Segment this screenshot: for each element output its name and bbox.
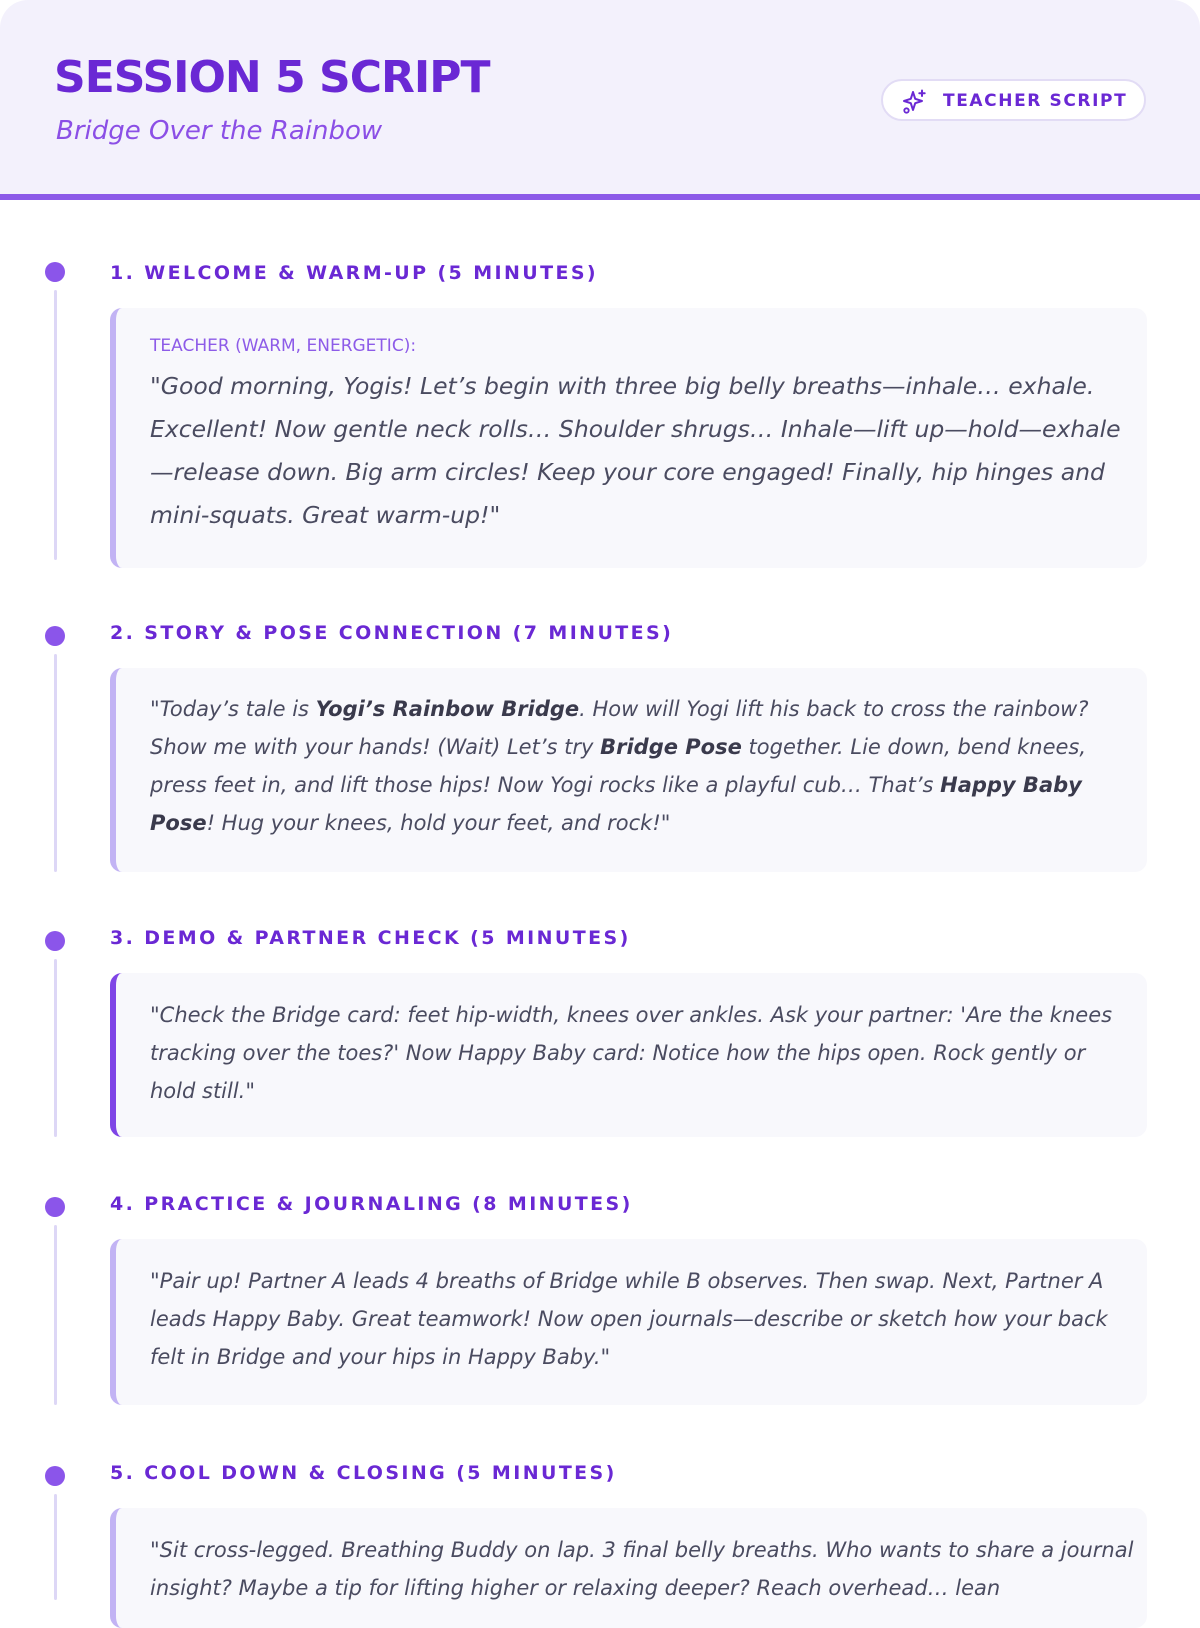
timeline-dot: [45, 262, 65, 282]
script-card: [110, 1239, 1147, 1405]
section-heading: 3. DEMO & PARTNER CHECK (5 MINUTES): [110, 927, 631, 949]
page-header: [0, 0, 1200, 200]
timeline-rail: [54, 1494, 57, 1600]
section-heading: 2. STORY & POSE CONNECTION (7 MINUTES): [110, 622, 674, 644]
timeline-dot: [45, 1197, 65, 1217]
timeline-rail: [54, 1225, 57, 1405]
pose-name-happy-baby: Happy Baby Pose: [150, 773, 1082, 835]
badge-label: TEACHER SCRIPT: [943, 91, 1128, 111]
section-heading: 5. COOL DOWN & CLOSING (5 MINUTES): [110, 1462, 617, 1484]
page-subtitle: Bridge Over the Rainbow: [56, 116, 383, 146]
page-title: SESSION 5 SCRIPT: [54, 52, 490, 103]
script-card: [110, 308, 1147, 568]
timeline-rail: [54, 959, 57, 1137]
timeline-rail: [54, 290, 57, 560]
speaker-label: TEACHER (WARM, ENERGETIC):: [150, 336, 417, 356]
timeline-dot: [45, 1466, 65, 1486]
section-heading: 1. WELCOME & WARM-UP (5 MINUTES): [110, 262, 599, 284]
script-text: "Good morning, Yogis! Let’s begin with three big belly breaths—inhale… exhale. Excellent! Now gentle neck rolls… Shoulder shrugs… Inhale—lift up—hold—exhale—release down. Big arm circles! Keep your core engaged! Finally, hip hinges and mini-squats. Great warm-up!": [150, 372, 1121, 529]
script-card: [110, 1508, 1147, 1628]
sparkles-icon: [902, 89, 928, 115]
script-text: "Check the Bridge card: feet hip-width, knees over ankles. Ask your partner: 'Are the knees tracking over the toes?' Now Happy Baby card: Notice how the hips open. Rock gently or hold still.": [150, 1003, 1113, 1103]
section-heading: 4. PRACTICE & JOURNALING (8 MINUTES): [110, 1193, 633, 1215]
script-text-part: together. Lie down, bend knees, press feet in, and lift those hips! Now Yogi rocks like a playful cub… That’s: [150, 735, 1087, 797]
script-text: "Pair up! Partner A leads 4 breaths of Bridge while B observes. Then swap. Next, Partner A leads Happy Baby. Great teamwork! Now open journals—describe or sketch how your back felt in Bridge and your hips in Happy Baby.": [150, 1269, 1108, 1369]
script-text: [150, 690, 1135, 842]
story-title: Yogi’s Rainbow Bridge: [315, 697, 580, 721]
script-text-part: ! Hug your knees, hold your feet, and rock!": [206, 811, 671, 835]
timeline-dot: [45, 626, 65, 646]
pose-name-bridge: Bridge Pose: [600, 735, 742, 759]
teacher-script-badge: [881, 79, 1146, 121]
script-text-part: "Today’s tale is: [150, 697, 316, 721]
timeline-dot: [45, 931, 65, 951]
timeline-rail: [54, 654, 57, 872]
script-card: [110, 668, 1147, 872]
script-text: "Sit cross-legged. Breathing Buddy on lap. 3 final belly breaths. Who wants to share a journal insight? Maybe a tip for lifting higher or relaxing deeper? Reach overhead… lean: [150, 1538, 1134, 1600]
script-card: [110, 973, 1147, 1137]
script-text-part: . How will Yogi lift his back to cross the rainbow? Show me with your hands! (Wait) Let’s try: [150, 697, 1089, 759]
